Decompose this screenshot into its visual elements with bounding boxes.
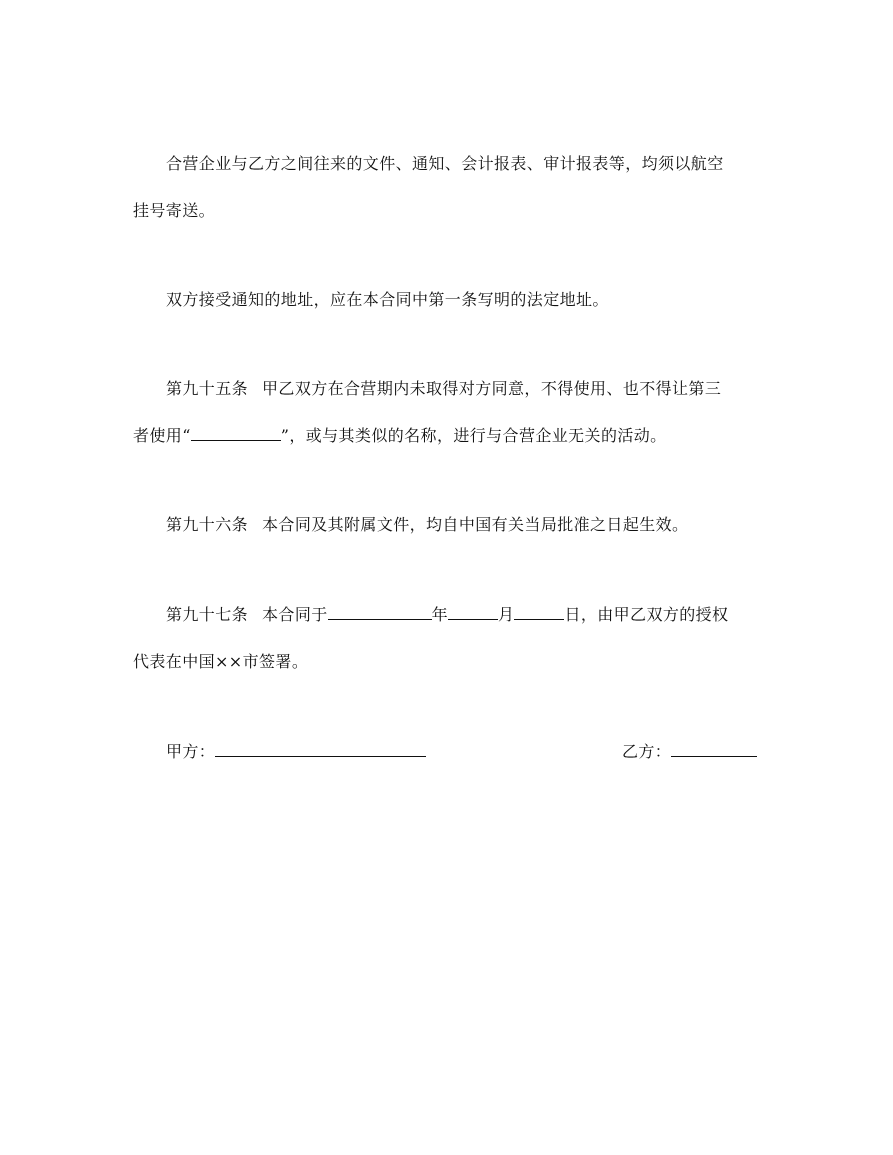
article-95-line-2-prefix: 者使用“ (133, 426, 191, 445)
day-blank (514, 605, 564, 620)
article-95-line-1 (166, 379, 721, 399)
month-label: 月 (498, 605, 515, 624)
party-a-signature-blank (215, 742, 426, 757)
article-96 (166, 515, 688, 535)
party-b-signature-blank (671, 742, 757, 757)
article-95-line-2 (133, 426, 667, 446)
party-b-label: 乙方： (622, 742, 672, 761)
notice-address-paragraph: 双方接受通知的地址，应在本合同中第一条写明的法定地址。 (166, 290, 609, 309)
communications-line-1: 合营企业与乙方之间往来的文件、通知、会计报表、审计报表等，均须以航空 (166, 154, 724, 173)
article-95-text: 甲乙双方在合营期内未取得对方同意，不得使用、也不得让第三 (262, 379, 722, 398)
article-97-number: 第九十七条 (166, 605, 249, 624)
article-96-number: 第九十六条 (166, 515, 249, 534)
communications-line-2: 挂号寄送。 (133, 201, 216, 220)
article-97-line-1 (166, 605, 728, 625)
year-blank (328, 605, 432, 620)
party-a-label: 甲方： (166, 742, 216, 761)
year-label: 年 (431, 605, 449, 624)
month-blank (448, 605, 498, 620)
party-b-signature (622, 742, 757, 762)
article-97-text: 本合同于 (262, 605, 328, 624)
article-95-number: 第九十五条 (166, 379, 249, 398)
day-label: 日，由甲乙双方的授权 (564, 605, 729, 624)
party-a-signature (166, 742, 426, 762)
name-blank (191, 426, 281, 441)
article-97-line-2: 代表在中国××市签署。 (133, 652, 309, 671)
article-96-text: 本合同及其附属文件，均自中国有关当局批准之日起生效。 (262, 515, 689, 534)
article-95-line-2-suffix: ”，或与其类似的名称，进行与合营企业无关的活动。 (280, 426, 667, 445)
